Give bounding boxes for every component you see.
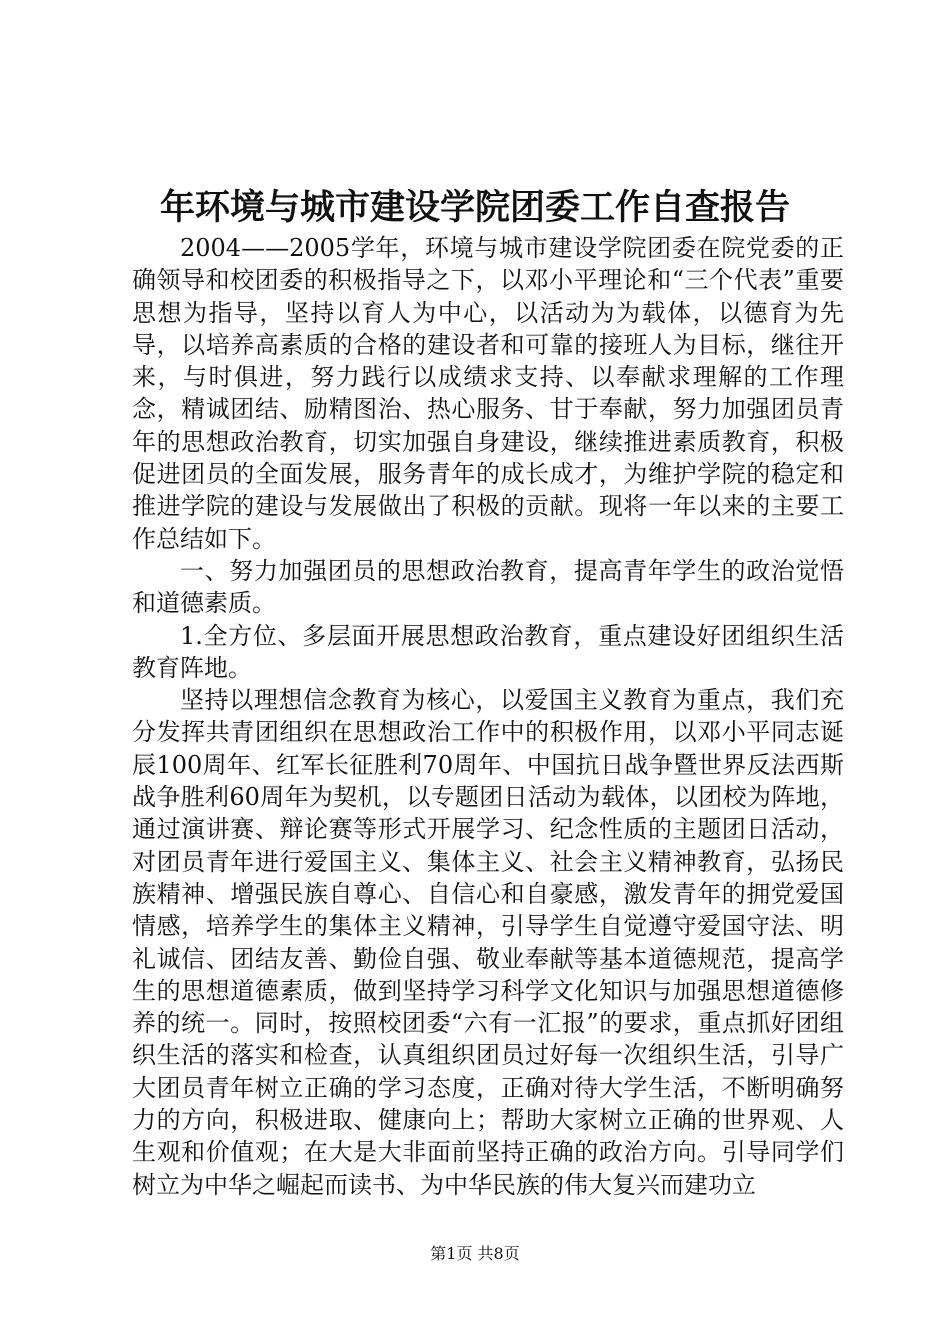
paragraph-intro: 2004——2005学年，环境与城市建设学院团委在院党委的正确领导和校团委的积极指导之下，以邓小平理论和“三个代表”重要思想为指导，坚持以育人为中心，以活动为为载体，以德育为先导，以培养高素质的合格的建设者和可靠的接班人为目标，继往开来，与时俱进，努力践行以成绩求支持、以奉献求理解的工作理念，精诚团结、励精图治、热心服务、甘于奉献，努力加强团员青年的思想政治教育，切实加强自身建设，继续推进素质教育，积极促进团员的全面发展，服务青年的成长成才，为维护学院的稳定和推进学院的建设与发展做出了积极的贡献。现将一年以来的主要工作总结如下。: [132, 234, 844, 553]
paragraph-body: 坚持以理想信念教育为核心，以爱国主义教育为重点，我们充分发挥共青团组织在思想政治工作中的积极作用，以邓小平同志诞辰100周年、红军长征胜利70周年、中国抗日战争暨世界反法西斯战争胜利60周年为契机，以专题团日活动为载体，以团校为阵地，通过演讲赛、辩论赛等形式开展学习、纪念性质的主题团日活动，对团员青年进行爱国主义、集体主义、社会主义精神教育，弘扬民族精神、增强民族自尊心、自信心和自豪感，激发青年的拥党爱国情感，培养学生的集体主义精神，引导学生自觉遵守爱国守法、明礼诚信、团结友善、勤俭自强、敬业奉献等基本道德规范，提高学生的思想道德素质，做到坚持学习科学文化知识与加强思想道德修养的统一。同时，按照校团委“六有一汇报”的要求，重点抓好团组织生活的落实和检查，认真组织团员过好每一次组织生活，引导广大团员青年树立正确的学习态度，正确对待大学生活，不断明确努力的方向，积极进取、健康向上；帮助大家树立正确的世界观、人生观和价值观；在大是大非面前坚持正确的政治方向。引导同学们树立为中华之崛起而读书、为中华民族的伟大复兴而建功立: [132, 686, 844, 1199]
page-footer: 第1页 共8页: [430, 1244, 520, 1263]
document-title: 年环境与城市建设学院团委工作自查报告: [159, 187, 790, 228]
document-body: [132, 232, 844, 1201]
paragraph-section-heading: 一、努力加强团员的思想政治教育，提高青年学生的政治觉悟和道德素质。: [132, 556, 844, 618]
paragraph-subsection-heading: 1.全方位、多层面开展思想政治教育，重点建设好团组织生活教育阵地。: [132, 621, 844, 682]
